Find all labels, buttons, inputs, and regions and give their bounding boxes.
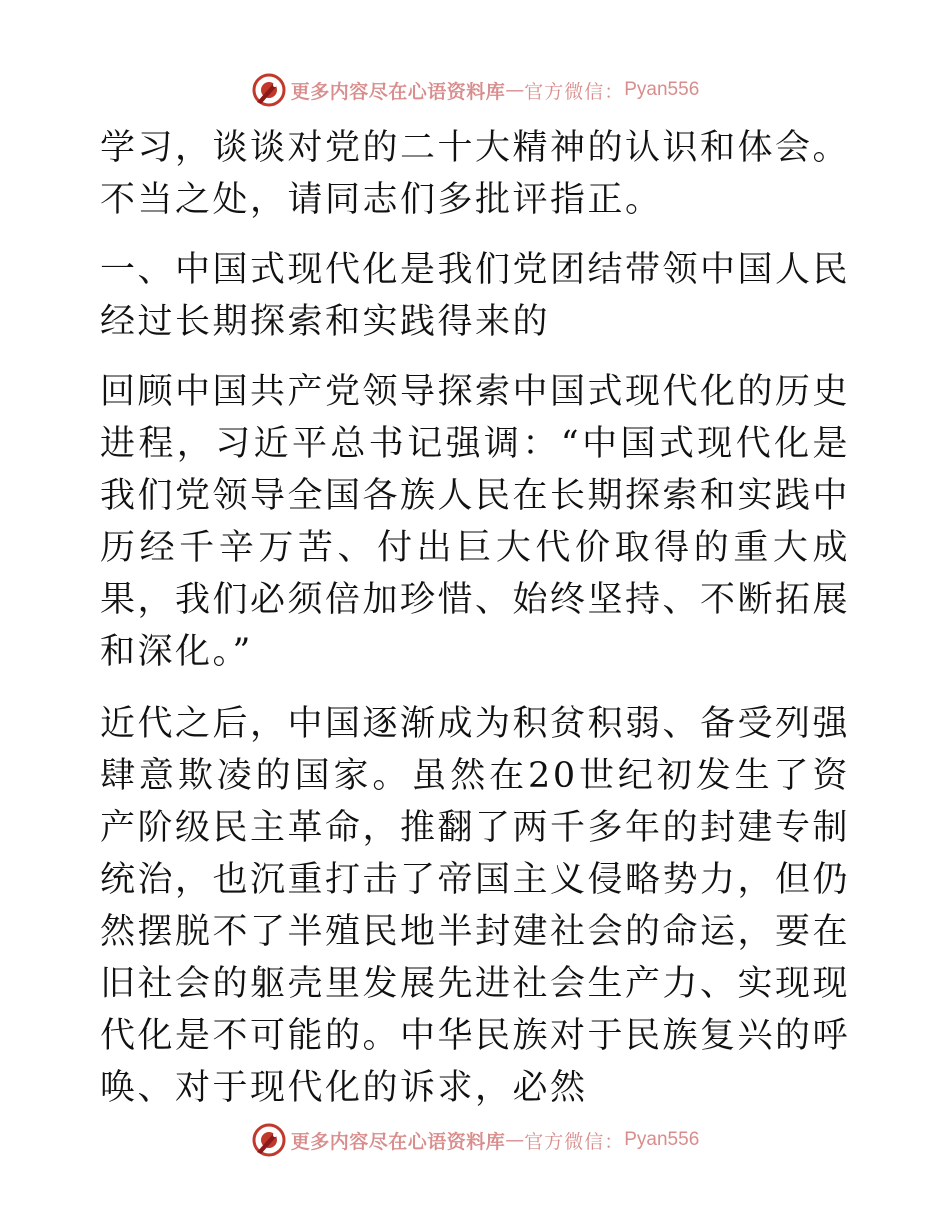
- document-body: [100, 122, 860, 1134]
- section-heading: 一、中国式现代化是我们党团结带领中国人民经过长期探索和实践得来的: [100, 250, 851, 342]
- watermark-dash: —: [505, 1129, 525, 1151]
- watermark-wechat-label: 官方微信：: [524, 1130, 625, 1153]
- watermark-dash: —: [505, 79, 525, 101]
- pen-logo-icon: [251, 72, 287, 108]
- footer-watermark: [0, 1120, 950, 1160]
- watermark-wechat-label: 官方微信：: [524, 80, 625, 103]
- watermark-wechat-id: Pyan556: [624, 79, 700, 100]
- watermark-main-text: 更多内容尽在心语资料库: [290, 80, 506, 103]
- header-watermark: [0, 70, 950, 110]
- paragraph-intro: 学习，谈谈对党的二十大精神的认识和体会。不当之处，请同志们多批评指正。: [100, 128, 851, 220]
- pen-logo-icon: [251, 1122, 287, 1158]
- paragraph-review: 回顾中国共产党领导探索中国式现代化的历史进程，习近平总书记强调：“中国式现代化是我们党领导全国各族人民在长期探索和实践中历经千辛万苦、付出巨大代价取得的重大成果，我们必须倍加珍惜、始终坚持、不断拓展和深化。”: [100, 372, 851, 672]
- watermark-wechat-id: Pyan556: [624, 1129, 700, 1150]
- paragraph-modern-history: 近代之后，中国逐渐成为积贫积弱、备受列强肆意欺凌的国家。虽然在20世纪初发生了资产阶级民主革命，推翻了两千多年的封建专制统治，也沉重打击了帝国主义侵略势力，但仍然摆脱不了半殖民地半封建社会的命运，要在旧社会的躯壳里发展先进社会生产力、实现现代化是不可能的。中华民族对于民族复兴的呼唤、对于现代化的诉求，必然: [100, 704, 851, 1108]
- watermark-main-text: 更多内容尽在心语资料库: [290, 1130, 506, 1153]
